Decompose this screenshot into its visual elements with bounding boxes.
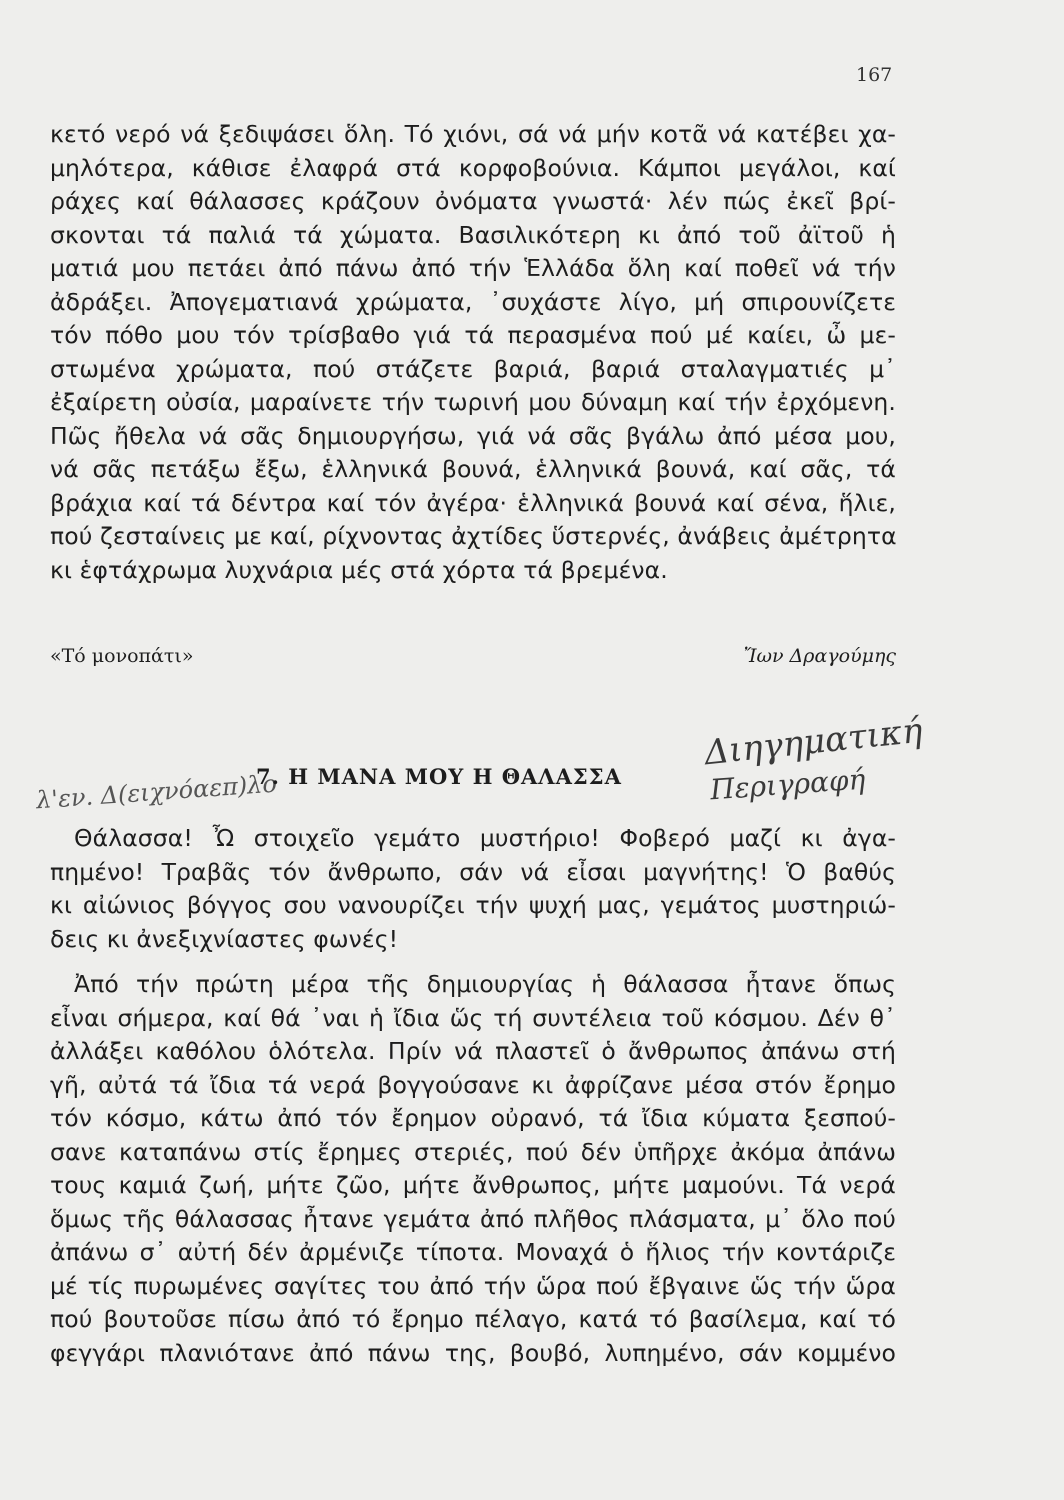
paragraph-2 xyxy=(50,822,896,956)
section-heading: 7. Η ΜΑΝΑ ΜΟΥ Η ΘΑΛΑΣΣΑ xyxy=(256,764,622,789)
text-line: βράχια καί τά δέντρα καί τόν ἀγέρα· ἑλληνικά βουνά καί σένα, ἥλιε, xyxy=(50,488,896,517)
text-line: κετό νερό νά ξεδιψάσει ὅλη. Τό χιόνι, σά νά μήν κοτᾶ νά κατέβει χα- xyxy=(50,120,896,148)
text-line: τους καμιά ζωή, μήτε ζῶο, μήτε ἄνθρωπος, μήτε μαμούνι. Τά νερά xyxy=(50,1171,896,1199)
text-line: ἐξαίρετη οὐσία, μαραίνετε τήν τωρινή μου δύναμη καί τήν ἐρχόμενη. xyxy=(50,388,896,416)
text-line: τόν κόσμο, κάτω ἀπό τόν ἔρημον οὐρανό, τά ἴδια κύματα ξεσπού- xyxy=(50,1104,896,1132)
text-line: πού βουτοῦσε πίσω ἀπό τό ἔρημο πέλαγο, κατά τό βασίλεμα, καί τό xyxy=(50,1305,896,1333)
text-line: γῆ, αὐτά τά ἴδια τά νερά βογγούσανε κι ἀφρίζανε μέσα στόν ἔρημο xyxy=(50,1070,896,1099)
handwritten-note-right-1: Διηγηματική xyxy=(702,710,925,774)
text-line: κι αἰώνιος βόγγος σου νανουρίζει τήν ψυχή μας, γεμάτος μυστηριώ- xyxy=(50,891,896,919)
paragraph-1 xyxy=(50,118,896,587)
text-line: τόν πόθο μου τόν τρίσβαθο γιά τά περασμένα πού μέ καίει, ὦ με- xyxy=(50,321,896,349)
text-line: σανε καταπάνω στίς ἔρημες στεριές, πού δέν ὑπῆρχε ἀκόμα ἀπάνω xyxy=(50,1137,896,1166)
text-line: ἀδράξει. Ἀπογεματιανά χρώματα, ᾿συχάστε λίγο, μή σπιρουνίζετε xyxy=(50,287,896,316)
text-line: ματιά μου πετάει ἀπό πάνω ἀπό τήν Ἑλλάδα ὅλη καί ποθεῖ νά τήν xyxy=(50,254,896,282)
text-line: Ἀπό τήν πρώτη μέρα τῆς δημιουργίας ἡ θάλασσα ἦτανε ὅπως xyxy=(74,970,896,998)
text-line: Θάλασσα! Ὦ στοιχεῖο γεμάτο μυστήριο! Φοβερό μαζί κι ἀγα- xyxy=(74,824,896,852)
text-line: φεγγάρι πλανιότανε ἀπό πάνω της, βουβό, λυπημένο, σάν κομμένο xyxy=(50,1338,896,1367)
source-author: Ἴων Δραγούμης xyxy=(743,645,896,667)
text-line: ἀλλάξει καθόλου ὁλότελα. Πρίν νά πλαστεῖ ὁ ἄνθρωπος ἀπάνω στή xyxy=(50,1037,896,1065)
text-line: μέ τίς πυρωμένες σαγίτες του ἀπό τήν ὥρα πού ἔβγαινε ὥς τήν ὥρα xyxy=(50,1271,896,1300)
paragraph-3 xyxy=(50,968,896,1370)
handwritten-note-left: λ'εν. Δ(ειχνόαεπ)λο xyxy=(35,769,278,815)
source-work-title: «Τό μονοπάτι» xyxy=(50,645,194,667)
text-line: κι ἑφτάχρωμα λυχνάρια μές στά χόρτα τά βρεμένα. xyxy=(50,555,668,584)
text-line: ἀπάνω σ᾿ αὐτή δέν ἀρμένιζε τίποτα. Μοναχά ὁ ἥλιος τήν κοντάριζε xyxy=(50,1238,896,1266)
text-line: πού ζεσταίνεις με καί, ρίχνοντας ἀχτίδες ὕστερνές, ἀνάβεις ἀμέτρητα xyxy=(50,522,897,550)
text-line: στωμένα χρώματα, πού στάζετε βαριά, βαριά σταλαγματιές μ᾿ xyxy=(50,354,896,383)
text-line: ὅμως τῆς θάλασσας ἦτανε γεμάτα ἀπό πλῆθος πλάσματα, μ᾿ ὅλο πού xyxy=(50,1204,896,1233)
page-number: 167 xyxy=(856,64,893,86)
text-line: εἶναι σήμερα, καί θά ᾿ναι ἡ ἴδια ὥς τή συντέλεια τοῦ κόσμου. Δέν θ᾿ xyxy=(50,1003,896,1032)
text-line: δεις κι ἀνεξιχνίαστες φωνές! xyxy=(50,924,399,953)
text-line: ράχες καί θάλασσες κράζουν ὀνόματα γνωστά· λέν πώς ἐκεῖ βρί- xyxy=(50,187,896,215)
text-line: μηλότερα, κάθισε ἐλαφρά στά κορφοβούνια. Κάμποι μεγάλοι, καί xyxy=(50,153,896,182)
text-line: πημένο! Τραβᾶς τόν ἄνθρωπο, σάν νά εἶσαι μαγνήτης! Ὁ βαθύς xyxy=(50,857,896,886)
text-line: Πῶς ἤθελα νά σᾶς δημιουργήσω, γιά νά σᾶς βγάλω ἀπό μέσα μου, xyxy=(50,421,896,450)
text-line: νά σᾶς πετάξω ἔξω, ἑλληνικά βουνά, ἑλληνικά βουνά, καί σᾶς, τά xyxy=(50,455,896,483)
text-line: σκονται τά παλιά τά χώματα. Βασιλικότερη κι ἀπό τοῦ ἀϊτοῦ ἡ xyxy=(50,220,896,249)
handwritten-note-right-2: Περιγραφή xyxy=(709,762,867,807)
